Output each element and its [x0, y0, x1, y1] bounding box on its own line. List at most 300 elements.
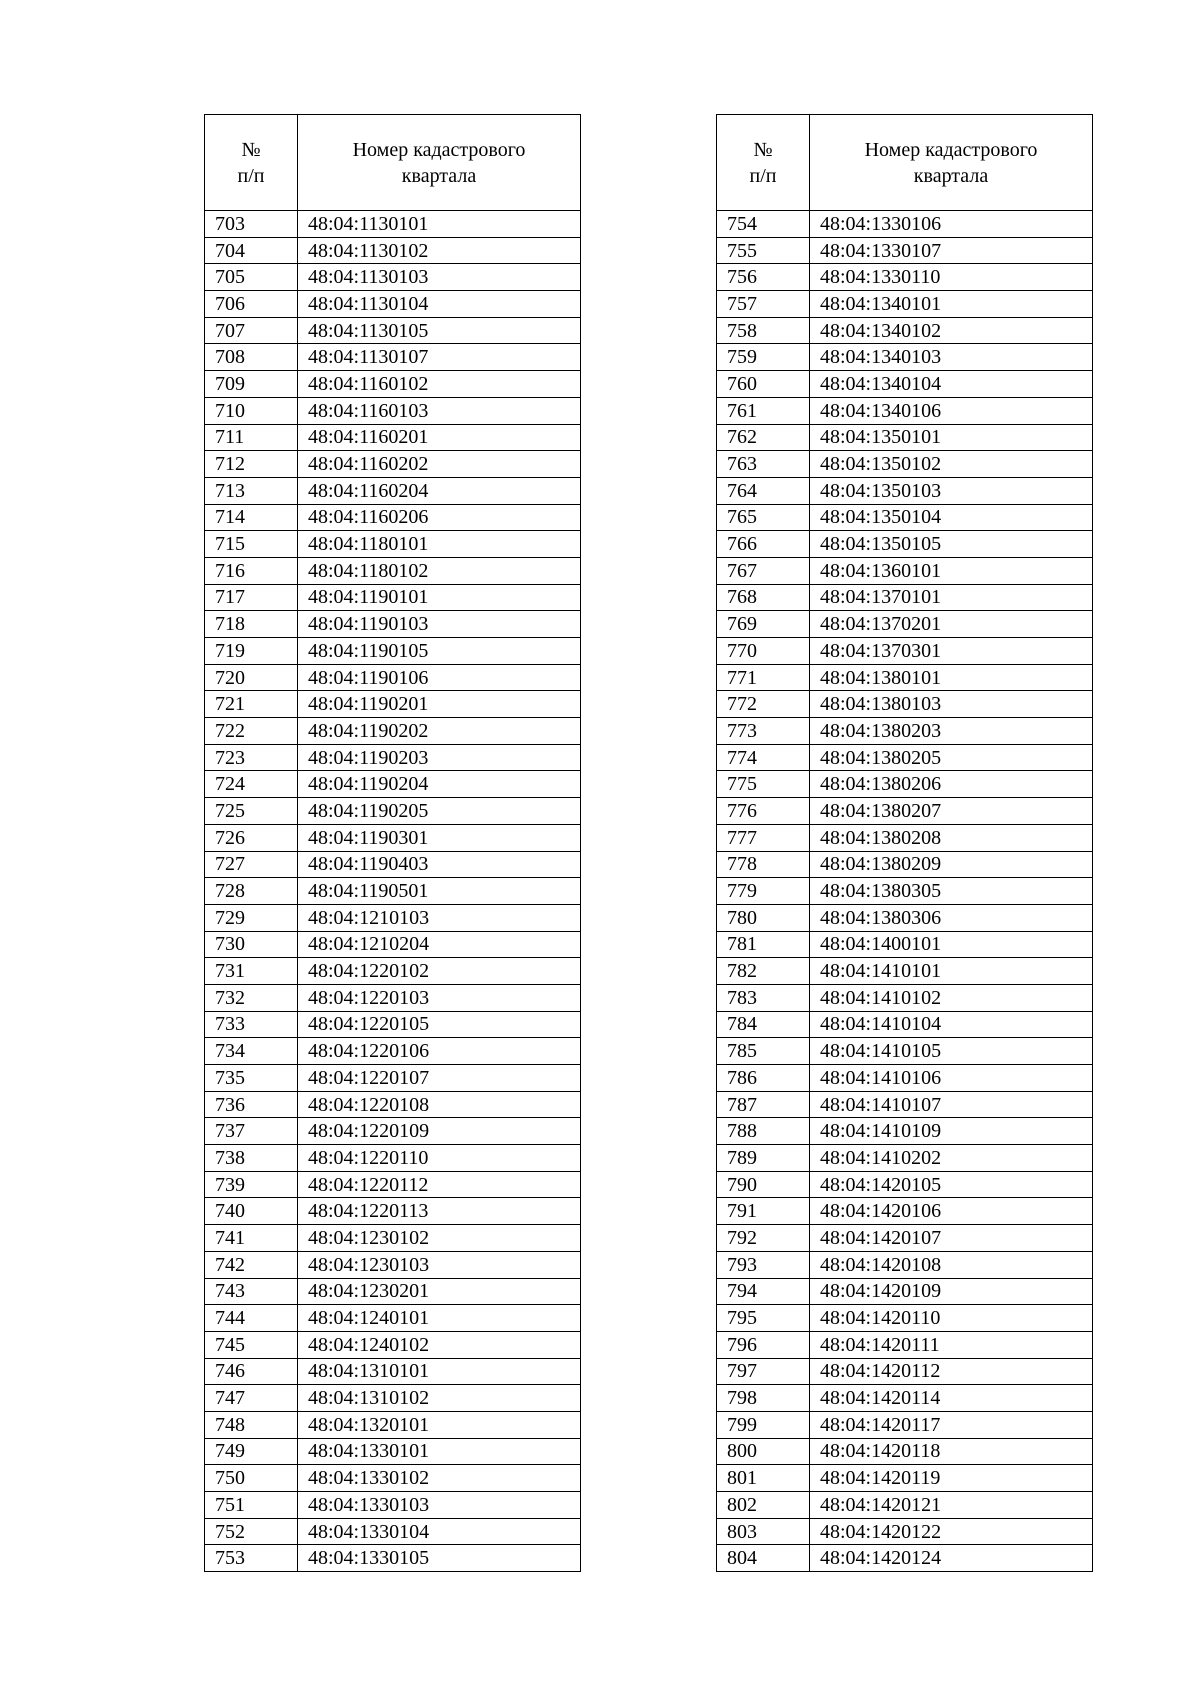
row-number: 784: [717, 1011, 810, 1038]
cadastral-quarter-number: 48:04:1410106: [810, 1065, 1093, 1092]
row-number: 802: [717, 1492, 810, 1519]
table-row: [717, 931, 1093, 958]
row-number: 765: [717, 504, 810, 531]
table-row: [717, 1251, 1093, 1278]
table-row: [205, 397, 581, 424]
cadastral-quarter-number: 48:04:1160201: [298, 424, 581, 451]
header-number-line1: №: [241, 138, 261, 161]
table-row: [205, 798, 581, 825]
row-number: 792: [717, 1225, 810, 1252]
table-row: [205, 424, 581, 451]
table-row: [717, 211, 1093, 238]
cadastral-quarter-number: 48:04:1420111: [810, 1331, 1093, 1358]
row-number: 796: [717, 1331, 810, 1358]
table-row: [717, 718, 1093, 745]
row-number: 712: [205, 451, 298, 478]
table-row: [205, 1145, 581, 1172]
row-number: 727: [205, 851, 298, 878]
table-body-left: [205, 211, 581, 1572]
cadastral-quarter-number: 48:04:1190201: [298, 691, 581, 718]
cadastral-quarter-number: 48:04:1420124: [810, 1545, 1093, 1572]
cadastral-quarter-number: 48:04:1220107: [298, 1065, 581, 1092]
row-number: 742: [205, 1251, 298, 1278]
table-row: [205, 691, 581, 718]
cadastral-quarter-number: 48:04:1240102: [298, 1331, 581, 1358]
row-number: 763: [717, 451, 810, 478]
table-row: [717, 397, 1093, 424]
header-code-line2: квартала: [401, 164, 477, 187]
table-row: [205, 824, 581, 851]
row-number: 756: [717, 264, 810, 291]
row-number: 735: [205, 1065, 298, 1092]
cadastral-quarter-number: 48:04:1130107: [298, 344, 581, 371]
row-number: 710: [205, 397, 298, 424]
cadastral-quarter-number: 48:04:1380208: [810, 824, 1093, 851]
row-number: 797: [717, 1358, 810, 1385]
table-row: [717, 344, 1093, 371]
cadastral-quarter-number: 48:04:1350104: [810, 504, 1093, 531]
row-number: 755: [717, 237, 810, 264]
table-row: [205, 878, 581, 905]
cadastral-quarter-number: 48:04:1420119: [810, 1465, 1093, 1492]
cadastral-quarter-number: 48:04:1420118: [810, 1438, 1093, 1465]
header-code-line1: Номер кадастрового: [352, 138, 526, 161]
row-number: 720: [205, 664, 298, 691]
row-number: 722: [205, 718, 298, 745]
row-number: 769: [717, 611, 810, 638]
table-row: [205, 531, 581, 558]
cadastral-quarter-number: 48:04:1330101: [298, 1438, 581, 1465]
row-number: 743: [205, 1278, 298, 1305]
table-row: [717, 1145, 1093, 1172]
row-number: 711: [205, 424, 298, 451]
table-row: [205, 557, 581, 584]
table-row: [205, 1358, 581, 1385]
row-number: 736: [205, 1091, 298, 1118]
table-row: [205, 1385, 581, 1412]
cadastral-quarter-number: 48:04:1380103: [810, 691, 1093, 718]
table-row: [205, 451, 581, 478]
row-number: 790: [717, 1171, 810, 1198]
table-row: [205, 477, 581, 504]
table-row: [717, 317, 1093, 344]
table-row: [717, 1545, 1093, 1572]
row-number: 749: [205, 1438, 298, 1465]
row-number: 759: [717, 344, 810, 371]
table-row: [205, 1225, 581, 1252]
table-row: [205, 638, 581, 665]
row-number: 738: [205, 1145, 298, 1172]
header-cadastral-code: [810, 115, 1093, 211]
table-row: [717, 771, 1093, 798]
row-number: 800: [717, 1438, 810, 1465]
header-number-line2: п/п: [237, 164, 265, 187]
row-number: 803: [717, 1518, 810, 1545]
cadastral-quarter-number: 48:04:1220113: [298, 1198, 581, 1225]
table-row: [205, 1065, 581, 1092]
table-row: [717, 264, 1093, 291]
table-row: [205, 1438, 581, 1465]
table-row: [717, 1331, 1093, 1358]
cadastral-quarter-number: 48:04:1420110: [810, 1305, 1093, 1332]
row-number: 732: [205, 984, 298, 1011]
row-number: 719: [205, 638, 298, 665]
cadastral-quarter-number: 48:04:1380306: [810, 904, 1093, 931]
table-header-row: [205, 115, 581, 211]
row-number: 804: [717, 1545, 810, 1572]
row-number: 767: [717, 557, 810, 584]
table-row: [717, 664, 1093, 691]
table-row: [717, 531, 1093, 558]
row-number: 798: [717, 1385, 810, 1412]
row-number: 793: [717, 1251, 810, 1278]
table-row: [717, 1198, 1093, 1225]
table-row: [717, 451, 1093, 478]
cadastral-quarter-number: 48:04:1420107: [810, 1225, 1093, 1252]
row-number: 779: [717, 878, 810, 905]
row-number: 721: [205, 691, 298, 718]
cadastral-quarter-number: 48:04:1380101: [810, 664, 1093, 691]
cadastral-quarter-number: 48:04:1410107: [810, 1091, 1093, 1118]
row-number: 758: [717, 317, 810, 344]
table-row: [717, 504, 1093, 531]
row-number: 729: [205, 904, 298, 931]
row-number: 781: [717, 931, 810, 958]
table-row: [717, 1225, 1093, 1252]
cadastral-quarter-number: 48:04:1190202: [298, 718, 581, 745]
row-number: 726: [205, 824, 298, 851]
table-row: [205, 611, 581, 638]
row-number: 776: [717, 798, 810, 825]
cadastral-quarter-number: 48:04:1310101: [298, 1358, 581, 1385]
row-number: 728: [205, 878, 298, 905]
cadastral-quarter-number: 48:04:1370301: [810, 638, 1093, 665]
table-row: [205, 1251, 581, 1278]
row-number: 724: [205, 771, 298, 798]
row-number: 786: [717, 1065, 810, 1092]
row-number: 751: [205, 1492, 298, 1519]
table-row: [205, 1465, 581, 1492]
cadastral-quarter-number: 48:04:1240101: [298, 1305, 581, 1332]
row-number: 795: [717, 1305, 810, 1332]
row-number: 748: [205, 1411, 298, 1438]
table-row: [205, 1171, 581, 1198]
row-number: 783: [717, 984, 810, 1011]
cadastral-quarter-number: 48:04:1230201: [298, 1278, 581, 1305]
cadastral-quarter-number: 48:04:1380209: [810, 851, 1093, 878]
row-number: 744: [205, 1305, 298, 1332]
header-code-line1: Номер кадастрового: [864, 138, 1038, 161]
row-number: 706: [205, 291, 298, 318]
cadastral-quarter-number: 48:04:1190205: [298, 798, 581, 825]
cadastral-quarter-number: 48:04:1230103: [298, 1251, 581, 1278]
cadastral-quarter-number: 48:04:1330104: [298, 1518, 581, 1545]
cadastral-quarter-number: 48:04:1190101: [298, 584, 581, 611]
cadastral-quarter-number: 48:04:1420117: [810, 1411, 1093, 1438]
cadastral-quarter-number: 48:04:1130102: [298, 237, 581, 264]
row-number: 731: [205, 958, 298, 985]
cadastral-quarter-number: 48:04:1220112: [298, 1171, 581, 1198]
row-number: 782: [717, 958, 810, 985]
row-number: 745: [205, 1331, 298, 1358]
table-row: [205, 664, 581, 691]
header-code-line2: квартала: [913, 164, 989, 187]
table-row: [205, 344, 581, 371]
table-row: [205, 1011, 581, 1038]
cadastral-quarter-number: 48:04:1190106: [298, 664, 581, 691]
cadastral-quarter-number: 48:04:1190403: [298, 851, 581, 878]
row-number: 739: [205, 1171, 298, 1198]
cadastral-quarter-number: 48:04:1340103: [810, 344, 1093, 371]
table-row: [205, 317, 581, 344]
table-row: [717, 904, 1093, 931]
header-number: [717, 115, 810, 211]
table-row: [717, 1065, 1093, 1092]
row-number: 741: [205, 1225, 298, 1252]
row-number: 778: [717, 851, 810, 878]
row-number: 774: [717, 744, 810, 771]
cadastral-table-right: [716, 114, 1093, 1572]
cadastral-quarter-number: 48:04:1180101: [298, 531, 581, 558]
table-row: [205, 771, 581, 798]
row-number: 709: [205, 371, 298, 398]
table-row: [717, 1011, 1093, 1038]
table-row: [205, 958, 581, 985]
cadastral-quarter-number: 48:04:1420121: [810, 1492, 1093, 1519]
cadastral-quarter-number: 48:04:1380203: [810, 718, 1093, 745]
table-row: [717, 798, 1093, 825]
table-row: [205, 1518, 581, 1545]
row-number: 707: [205, 317, 298, 344]
row-number: 788: [717, 1118, 810, 1145]
cadastral-quarter-number: 48:04:1350102: [810, 451, 1093, 478]
table-row: [717, 1171, 1093, 1198]
table-row: [717, 611, 1093, 638]
row-number: 762: [717, 424, 810, 451]
table-row: [717, 1358, 1093, 1385]
cadastral-table-left: [204, 114, 581, 1572]
table-row: [717, 557, 1093, 584]
table-row: [717, 424, 1093, 451]
header-cadastral-code: [298, 115, 581, 211]
table-row: [717, 984, 1093, 1011]
table-row: [205, 371, 581, 398]
row-number: 708: [205, 344, 298, 371]
row-number: 787: [717, 1091, 810, 1118]
cadastral-quarter-number: 48:04:1190203: [298, 744, 581, 771]
row-number: 740: [205, 1198, 298, 1225]
cadastral-quarter-number: 48:04:1360101: [810, 557, 1093, 584]
cadastral-quarter-number: 48:04:1410202: [810, 1145, 1093, 1172]
table-row: [205, 211, 581, 238]
cadastral-quarter-number: 48:04:1420114: [810, 1385, 1093, 1412]
row-number: 753: [205, 1545, 298, 1572]
table-row: [205, 1305, 581, 1332]
cadastral-quarter-number: 48:04:1160206: [298, 504, 581, 531]
table-row: [205, 1492, 581, 1519]
row-number: 773: [717, 718, 810, 745]
row-number: 770: [717, 638, 810, 665]
cadastral-quarter-number: 48:04:1160103: [298, 397, 581, 424]
row-number: 723: [205, 744, 298, 771]
cadastral-quarter-number: 48:04:1330107: [810, 237, 1093, 264]
cadastral-quarter-number: 48:04:1410101: [810, 958, 1093, 985]
table-row: [717, 1305, 1093, 1332]
cadastral-quarter-number: 48:04:1220105: [298, 1011, 581, 1038]
table-row: [717, 638, 1093, 665]
row-number: 734: [205, 1038, 298, 1065]
cadastral-quarter-number: 48:04:1190301: [298, 824, 581, 851]
table-row: [717, 1465, 1093, 1492]
cadastral-quarter-number: 48:04:1160102: [298, 371, 581, 398]
table-row: [717, 237, 1093, 264]
table-row: [205, 584, 581, 611]
row-number: 705: [205, 264, 298, 291]
cadastral-quarter-number: 48:04:1190204: [298, 771, 581, 798]
row-number: 775: [717, 771, 810, 798]
cadastral-quarter-number: 48:04:1330110: [810, 264, 1093, 291]
row-number: 777: [717, 824, 810, 851]
cadastral-quarter-number: 48:04:1310102: [298, 1385, 581, 1412]
cadastral-quarter-number: 48:04:1130105: [298, 317, 581, 344]
cadastral-quarter-number: 48:04:1420108: [810, 1251, 1093, 1278]
table-row: [205, 1331, 581, 1358]
table-row: [717, 958, 1093, 985]
table-row: [717, 584, 1093, 611]
table-row: [205, 237, 581, 264]
row-number: 761: [717, 397, 810, 424]
cadastral-quarter-number: 48:04:1330106: [810, 211, 1093, 238]
cadastral-quarter-number: 48:04:1160202: [298, 451, 581, 478]
row-number: 704: [205, 237, 298, 264]
table-row: [717, 1118, 1093, 1145]
table-row: [205, 904, 581, 931]
cadastral-quarter-number: 48:04:1220109: [298, 1118, 581, 1145]
table-row: [205, 504, 581, 531]
row-number: 799: [717, 1411, 810, 1438]
cadastral-quarter-number: 48:04:1420106: [810, 1198, 1093, 1225]
cadastral-quarter-number: 48:04:1340106: [810, 397, 1093, 424]
table-row: [717, 824, 1093, 851]
row-number: 801: [717, 1465, 810, 1492]
row-number: 754: [717, 211, 810, 238]
row-number: 794: [717, 1278, 810, 1305]
cadastral-quarter-number: 48:04:1340101: [810, 291, 1093, 318]
cadastral-quarter-number: 48:04:1190105: [298, 638, 581, 665]
cadastral-quarter-number: 48:04:1410102: [810, 984, 1093, 1011]
row-number: 789: [717, 1145, 810, 1172]
table-row: [205, 1091, 581, 1118]
cadastral-quarter-number: 48:04:1370101: [810, 584, 1093, 611]
row-number: 717: [205, 584, 298, 611]
table-row: [205, 1411, 581, 1438]
table-row: [205, 264, 581, 291]
row-number: 746: [205, 1358, 298, 1385]
table-row: [717, 1091, 1093, 1118]
cadastral-quarter-number: 48:04:1380305: [810, 878, 1093, 905]
cadastral-quarter-number: 48:04:1230102: [298, 1225, 581, 1252]
row-number: 713: [205, 477, 298, 504]
table-row: [717, 1438, 1093, 1465]
table-row: [205, 931, 581, 958]
header-number: [205, 115, 298, 211]
table-row: [205, 1545, 581, 1572]
row-number: 771: [717, 664, 810, 691]
cadastral-quarter-number: 48:04:1330103: [298, 1492, 581, 1519]
row-number: 716: [205, 557, 298, 584]
row-number: 715: [205, 531, 298, 558]
header-number-line2: п/п: [749, 164, 777, 187]
cadastral-quarter-number: 48:04:1180102: [298, 557, 581, 584]
cadastral-quarter-number: 48:04:1400101: [810, 931, 1093, 958]
table-row: [717, 1385, 1093, 1412]
row-number: 737: [205, 1118, 298, 1145]
table-row: [205, 291, 581, 318]
row-number: 714: [205, 504, 298, 531]
row-number: 747: [205, 1385, 298, 1412]
table-row: [717, 371, 1093, 398]
cadastral-quarter-number: 48:04:1350103: [810, 477, 1093, 504]
row-number: 768: [717, 584, 810, 611]
table-body-right: [717, 211, 1093, 1572]
table-row: [205, 1118, 581, 1145]
table-row: [205, 1278, 581, 1305]
table-row: [717, 744, 1093, 771]
cadastral-quarter-number: 48:04:1380206: [810, 771, 1093, 798]
table-row: [717, 1278, 1093, 1305]
table-header-row: [717, 115, 1093, 211]
cadastral-quarter-number: 48:04:1330102: [298, 1465, 581, 1492]
cadastral-quarter-number: 48:04:1420105: [810, 1171, 1093, 1198]
row-number: 766: [717, 531, 810, 558]
cadastral-quarter-number: 48:04:1320101: [298, 1411, 581, 1438]
cadastral-quarter-number: 48:04:1380205: [810, 744, 1093, 771]
cadastral-quarter-number: 48:04:1380207: [810, 798, 1093, 825]
cadastral-quarter-number: 48:04:1130104: [298, 291, 581, 318]
cadastral-quarter-number: 48:04:1220110: [298, 1145, 581, 1172]
row-number: 760: [717, 371, 810, 398]
row-number: 750: [205, 1465, 298, 1492]
row-number: 733: [205, 1011, 298, 1038]
table-row: [717, 1492, 1093, 1519]
row-number: 764: [717, 477, 810, 504]
row-number: 780: [717, 904, 810, 931]
cadastral-quarter-number: 48:04:1420112: [810, 1358, 1093, 1385]
table-row: [717, 477, 1093, 504]
cadastral-quarter-number: 48:04:1350101: [810, 424, 1093, 451]
cadastral-quarter-number: 48:04:1160204: [298, 477, 581, 504]
table-row: [205, 984, 581, 1011]
table-row: [717, 691, 1093, 718]
cadastral-quarter-number: 48:04:1410104: [810, 1011, 1093, 1038]
cadastral-quarter-number: 48:04:1130103: [298, 264, 581, 291]
row-number: 730: [205, 931, 298, 958]
table-row: [717, 878, 1093, 905]
row-number: 752: [205, 1518, 298, 1545]
table-row: [717, 1038, 1093, 1065]
row-number: 718: [205, 611, 298, 638]
table-row: [205, 1038, 581, 1065]
cadastral-quarter-number: 48:04:1220103: [298, 984, 581, 1011]
cadastral-quarter-number: 48:04:1190501: [298, 878, 581, 905]
cadastral-quarter-number: 48:04:1340102: [810, 317, 1093, 344]
cadastral-quarter-number: 48:04:1420122: [810, 1518, 1093, 1545]
table-row: [717, 1411, 1093, 1438]
row-number: 703: [205, 211, 298, 238]
cadastral-quarter-number: 48:04:1330105: [298, 1545, 581, 1572]
cadastral-quarter-number: 48:04:1220102: [298, 958, 581, 985]
cadastral-quarter-number: 48:04:1370201: [810, 611, 1093, 638]
